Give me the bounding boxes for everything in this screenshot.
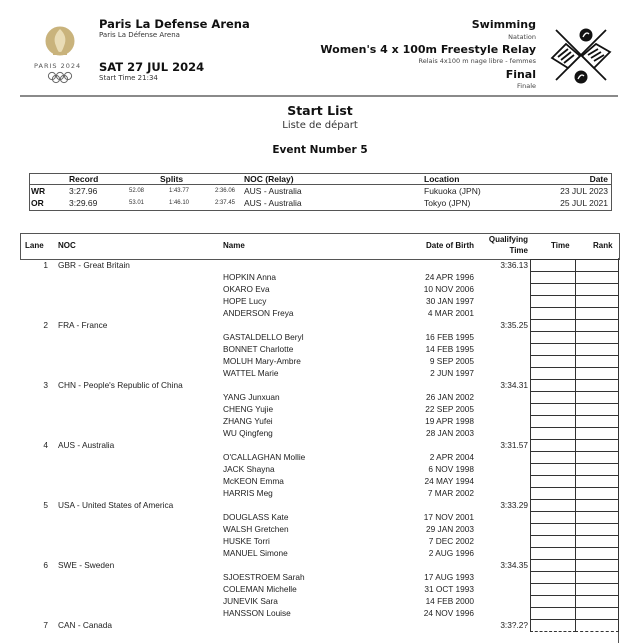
athlete-dob: 7 DEC 2002 [428, 536, 474, 546]
header-noc: NOC [58, 241, 76, 250]
athlete-name: OKARO Eva [223, 284, 270, 294]
qualifying-time: 3:34.35 [500, 560, 528, 570]
record-date: 25 JUL 2021 [560, 198, 608, 208]
lane-number: 3 [43, 380, 48, 390]
header-name: Name [223, 241, 245, 250]
team-noc: SWE - Sweden [58, 560, 115, 570]
athlete-name: MOLUH Mary-Ambre [223, 356, 301, 366]
records-header-splits: Splits [160, 174, 184, 184]
header-qualifying-line1: Qualifying [488, 235, 528, 244]
athlete-dob: 29 JAN 2003 [426, 524, 474, 534]
athlete-name: SJOESTROEM Sarah [223, 572, 305, 582]
athlete-dob: 6 NOV 1998 [428, 464, 474, 474]
team-noc: CHN - People's Republic of China [58, 380, 183, 390]
header-time: Time [551, 241, 570, 250]
rank-input-cell[interactable] [575, 619, 619, 632]
records-header-record: Record [69, 174, 99, 184]
athlete-dob: 14 FEB 1995 [425, 344, 474, 354]
athlete-dob: 17 NOV 2001 [423, 512, 474, 522]
lane-number: 4 [43, 440, 48, 450]
qualifying-time: 3:34.31 [500, 380, 528, 390]
qualifying-time: 3:36.13 [500, 260, 528, 270]
records-header-noc: NOC (Relay) [244, 174, 294, 184]
athlete-name: JACK Shayna [223, 464, 275, 474]
athlete-name: DOUGLASS Kate [223, 512, 289, 522]
qualifying-time: 3:31.57 [500, 440, 528, 450]
athlete-dob: 30 JAN 1997 [426, 296, 474, 306]
athlete-dob: 7 MAR 2002 [427, 488, 474, 498]
athlete-name: McKEON Emma [223, 476, 284, 486]
athlete-dob: 10 NOV 2006 [423, 284, 474, 294]
athlete-name: COLEMAN Michelle [223, 584, 297, 594]
athlete-dob: 2 AUG 1996 [428, 548, 474, 558]
header-rank: Rank [593, 241, 613, 250]
record-type: OR [31, 198, 44, 208]
record-split-1: 53.01 [128, 200, 144, 206]
athlete-dob: 24 MAY 1994 [424, 476, 474, 486]
athlete-name: MANUEL Simone [223, 548, 288, 558]
athlete-dob: 17 AUG 1993 [424, 572, 474, 582]
athlete-name: HUSKE Torri [223, 536, 270, 546]
athlete-dob: 24 APR 1996 [425, 272, 474, 282]
team-noc: GBR - Great Britain [58, 260, 130, 270]
athlete-dob: 31 OCT 1993 [424, 584, 474, 594]
athlete-name: YANG Junxuan [223, 392, 280, 402]
athlete-name: JUNEVIK Sara [223, 596, 278, 606]
page-subtitle: Liste de départ [282, 120, 358, 131]
records-header-location: Location [424, 174, 460, 184]
athlete-dob: 14 FEB 2000 [425, 596, 474, 606]
records-header-date: Date [589, 174, 608, 184]
athlete-dob: 4 MAR 2001 [427, 308, 474, 318]
athlete-dob: 28 JAN 2003 [426, 428, 474, 438]
header-lane: Lane [25, 241, 44, 250]
paris-2024-logo [28, 26, 92, 84]
lane-number: 6 [43, 560, 48, 570]
athlete-dob: 16 FEB 1995 [425, 332, 474, 342]
athlete-name: HARRIS Meg [223, 488, 273, 498]
athlete-name: ZHANG Yufei [223, 416, 273, 426]
phase-title: Final [505, 68, 536, 81]
logo-text: PARIS 2024 [34, 62, 82, 70]
athlete-name: ANDERSON Freya [223, 308, 294, 318]
athlete-name: O'CALLAGHAN Mollie [223, 452, 306, 462]
record-time: 3:27.96 [69, 186, 98, 196]
record-date: 23 JUL 2023 [560, 186, 608, 196]
athlete-dob: 9 SEP 2005 [429, 356, 474, 366]
athlete-dob: 19 APR 1998 [425, 416, 474, 426]
athlete-dob: 26 JAN 2002 [426, 392, 474, 402]
athlete-name: WALSH Gretchen [223, 524, 289, 534]
qualifying-time: 3:35.25 [500, 320, 528, 330]
athlete-name: HOPKIN Anna [223, 272, 277, 282]
lane-number: 7 [43, 620, 48, 630]
sport-title: Swimming [471, 18, 536, 31]
event-title: Women's 4 x 100m Freestyle Relay [320, 43, 536, 56]
paris-2024-olympic-logo-icon [28, 26, 92, 84]
sport-subtitle: Natation [508, 33, 536, 41]
qualifying-time: 3:33.29 [500, 500, 528, 510]
athlete-name: HOPE Lucy [223, 296, 267, 306]
team-noc: USA - United States of America [58, 500, 174, 510]
team-noc: CAN - Canada [58, 620, 112, 630]
lane-number: 1 [43, 260, 48, 270]
swimming-pictogram-icon [548, 22, 614, 88]
header-divider [20, 95, 618, 97]
record-noc: AUS - Australia [244, 186, 302, 196]
athlete-name: CHENG Yujie [223, 404, 274, 414]
athlete-name: WU Qingfeng [223, 428, 273, 438]
event-subtitle: Relais 4x100 m nage libre - femmes [418, 57, 536, 65]
record-split-3: 2:37.45 [214, 200, 235, 206]
venue-subtitle: Paris La Défense Arena [99, 31, 180, 39]
start-time: Start Time 21:34 [99, 74, 158, 82]
record-location: Fukuoka (JPN) [424, 186, 481, 196]
header-qualifying-line2: Time [509, 246, 528, 255]
lane-number: 2 [43, 320, 48, 330]
header-dob: Date of Birth [426, 241, 474, 250]
records-header-divider [29, 184, 612, 185]
athlete-dob: 2 JUN 1997 [430, 368, 474, 378]
team-noc: AUS - Australia [58, 440, 115, 450]
athlete-dob: 22 SEP 2005 [425, 404, 474, 414]
event-date: SAT 27 JUL 2024 [99, 60, 205, 74]
lane-number: 5 [43, 500, 48, 510]
phase-subtitle: Finale [517, 82, 536, 90]
venue-title: Paris La Defense Arena [99, 17, 250, 31]
record-noc: AUS - Australia [244, 198, 302, 208]
record-split-3: 2:36.06 [214, 188, 235, 194]
start-list-header [20, 233, 620, 260]
page-title: Start List [287, 103, 353, 118]
athlete-name: WATTEL Marie [223, 368, 279, 378]
record-split-2: 1:46.10 [168, 200, 189, 206]
record-time: 3:29.69 [69, 198, 98, 208]
record-type: WR [31, 186, 46, 196]
qualifying-time: 3:3?.2? [500, 620, 528, 630]
athlete-name: GASTALDELLO Beryl [223, 332, 304, 342]
athlete-name: HANSSON Louise [223, 608, 291, 618]
event-number: Event Number 5 [272, 144, 368, 156]
record-location: Tokyo (JPN) [424, 198, 471, 208]
athlete-dob: 2 APR 2004 [429, 452, 474, 462]
record-split-2: 1:43.77 [168, 188, 189, 194]
athlete-name: BONNET Charlotte [223, 344, 294, 354]
record-split-1: 52.08 [128, 188, 144, 194]
time-input-cell[interactable] [530, 619, 576, 632]
athlete-dob: 24 NOV 1996 [423, 608, 474, 618]
team-noc: FRA - France [58, 320, 108, 330]
